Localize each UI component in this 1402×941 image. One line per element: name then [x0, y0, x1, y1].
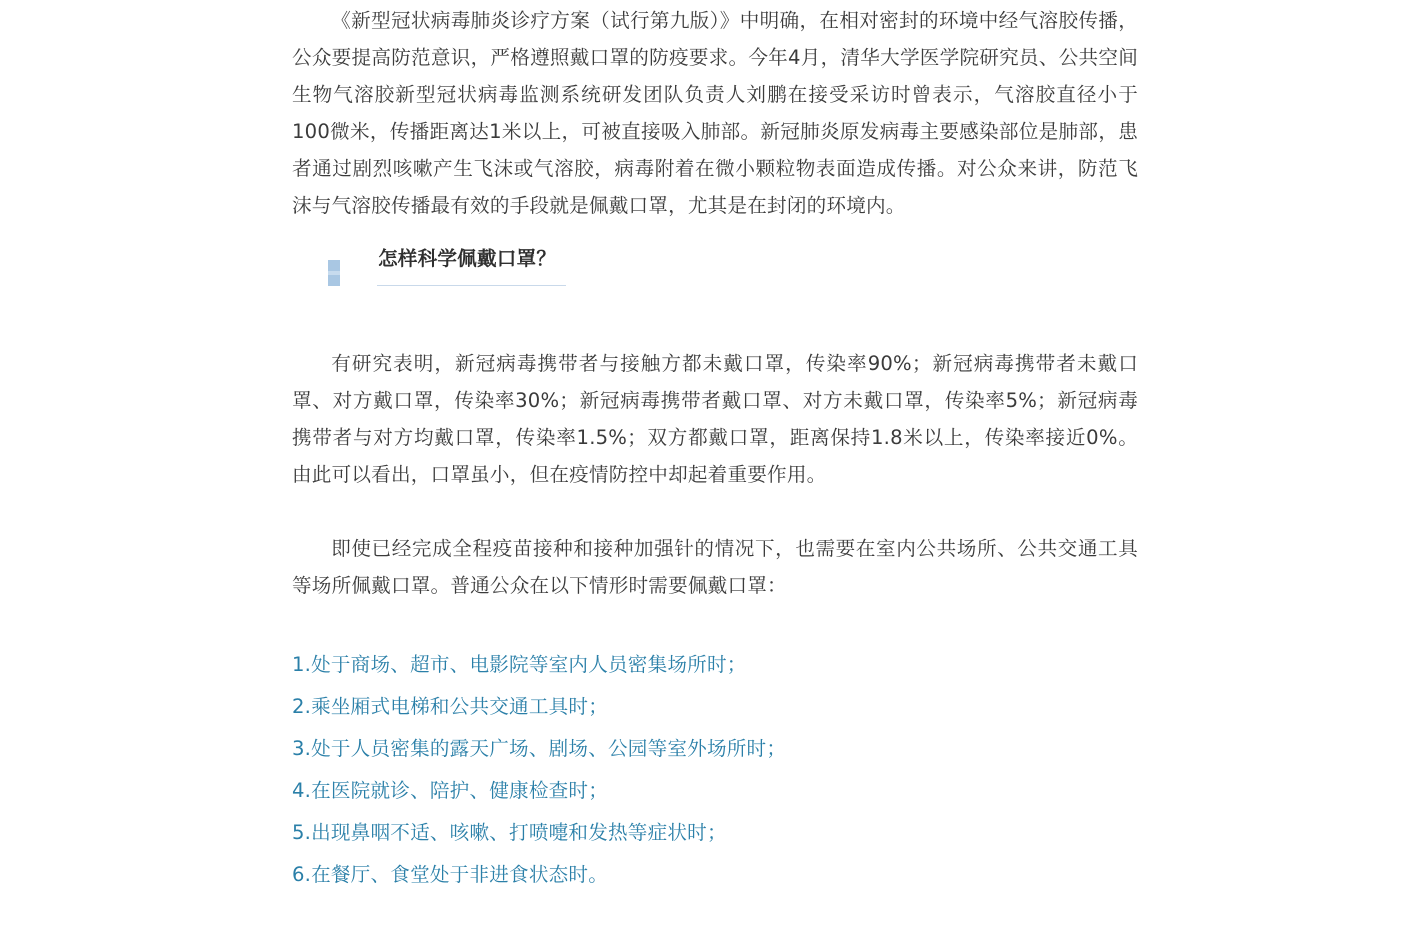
list-item: 4.在医院就诊、陪护、健康检查时； — [292, 779, 609, 802]
mask-situations-list — [292, 644, 1138, 896]
article-body — [292, 2, 1138, 896]
list-item: 5.出现鼻咽不适、咳嗽、打喷嚏和发热等症状时； — [292, 821, 727, 844]
paragraph-research: 有研究表明，新冠病毒携带者与接触方都未戴口罩，传染率90%；新冠病毒携带者未戴口罩、对方戴口罩，传染率30%；新冠病毒携带者戴口罩、对方未戴口罩，传染率5%；新冠病毒携带者与对方均戴口罩，传染率1.5%；双方都戴口罩，距离保持1.8米以上，传染率接近0%。由此可以看出，口罩虽小，但在疫情防控中却起着重要作用。 — [292, 352, 1138, 486]
list-item: 2.乘坐厢式电梯和公共交通工具时； — [292, 695, 609, 718]
section-heading — [328, 244, 1138, 314]
heading-marker-icon — [328, 260, 340, 286]
list-item: 3.处于人员密集的露天广场、剧场、公园等室外场所时； — [292, 737, 787, 760]
list-item: 6.在餐厅、食堂处于非进食状态时。 — [292, 863, 609, 886]
list-item: 1.处于商场、超市、电影院等室内人员密集场所时； — [292, 653, 747, 676]
section-heading-title: 怎样科学佩戴口罩？ — [378, 247, 557, 270]
paragraph-intro: 《新型冠状病毒肺炎诊疗方案（试行第九版）》中明确，在相对密封的环境中经气溶胶传播，公众要提高防范意识，严格遵照戴口罩的防疫要求。今年4月，清华大学医学院研究员、公共空间生物气溶胶新型冠状病毒监测系统研发团队负责人刘鹏在接受采访时曾表示，气溶胶直径小于100微米，传播距离达1米以上，可被直接吸入肺部。新冠肺炎原发病毒主要感染部位是肺部，患者通过剧烈咳嗽产生飞沫或气溶胶，病毒附着在微小颗粒物表面造成传播。对公众来讲，防范飞沫与气溶胶传播最有效的手段就是佩戴口罩，尤其是在封闭的环境内。 — [292, 9, 1138, 217]
heading-underline — [377, 285, 566, 286]
paragraph-guidance: 即使已经完成全程疫苗接种和接种加强针的情况下，也需要在室内公共场所、公共交通工具等场所佩戴口罩。普通公众在以下情形时需要佩戴口罩： — [292, 537, 1138, 597]
